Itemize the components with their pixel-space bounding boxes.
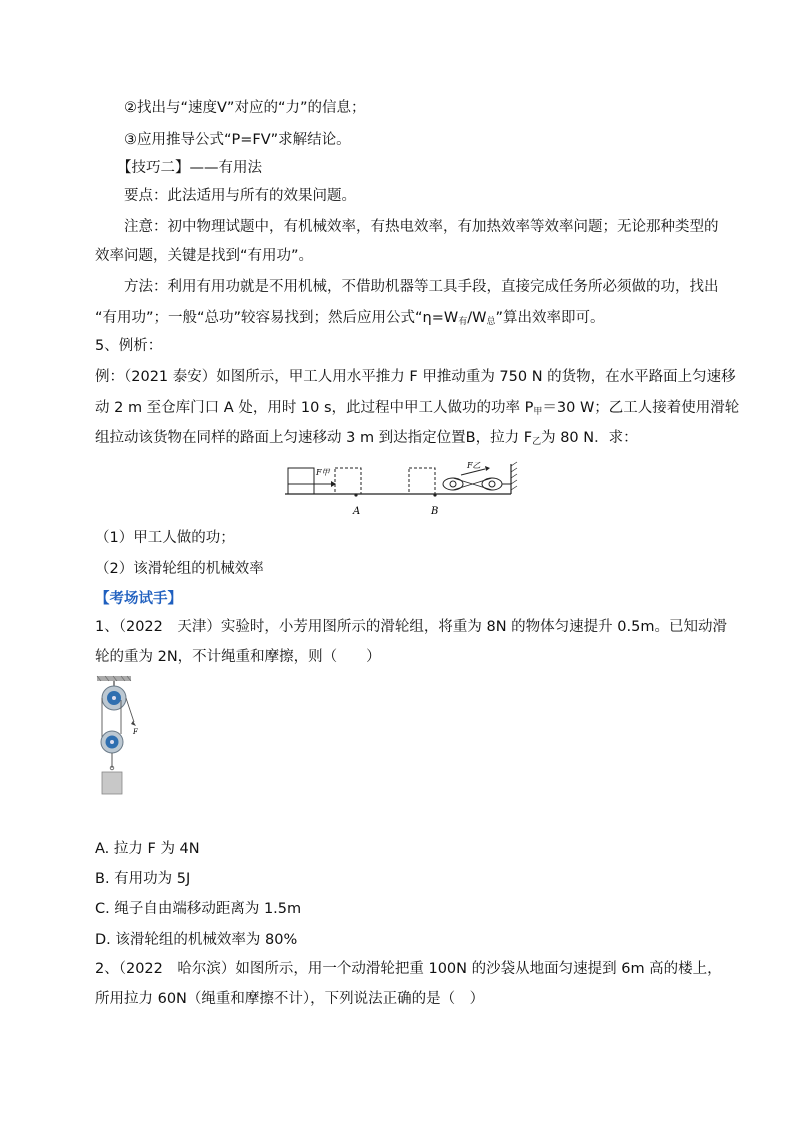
- force-label-f: F: [133, 728, 138, 736]
- section-heading: 【技巧二】——有用法: [117, 160, 262, 176]
- option-a: A. 拉力 F 为 4N: [95, 841, 200, 857]
- force-label-jia: F甲: [316, 468, 330, 477]
- question-2-line1: 2、（2022 哈尔滨）如图所示，用一个动滑轮把重 100N 的沙袋从地面匀速提到 6m 高的楼上，: [95, 961, 722, 977]
- option-b: B. 有用功为 5J: [95, 871, 191, 887]
- text-line: 要点：此法适用与所有的效果问题。: [124, 188, 356, 204]
- box-dashed-a: [335, 468, 361, 494]
- text-line: ③应用推导公式“P=FV”求解结论。: [124, 132, 351, 148]
- text-line: 方法：利用有用功就是不用机械，不借助机器等工具手段，直接完成任务所必须做的功，找出: [124, 279, 719, 295]
- option-d: D. 该滑轮组的机械效率为 80%: [95, 932, 298, 948]
- question-2-line2: 所用拉力 60N（绳重和摩擦不计），下列说法正确的是（ ）: [95, 991, 485, 1007]
- weight-block: [102, 772, 122, 794]
- text-line: 例：（2021 泰安）如图所示，甲工人用水平推力 F 甲推动重为 750 N 的货物，在水平路面上匀速移: [95, 369, 736, 385]
- text-line: 效率问题，关键是找到“有用功”。: [95, 248, 314, 264]
- text-line: 注意：初中物理试题中，有机械效率，有热电效率，有加热效率等效率问题；无论那种类型的: [124, 219, 719, 235]
- text-line: （1）甲工人做的功；: [95, 530, 235, 546]
- question-1-line2: 轮的重为 2N，不计绳重和摩擦，则（ ）: [95, 649, 381, 665]
- point-b-label: B: [431, 506, 439, 517]
- text-line: “有用功”；一般“总功”较容易找到；然后应用公式“$\eta=W_有/W_总$”算出效率即可。: [95, 310, 605, 327]
- force-label-yi: F乙: [467, 461, 481, 470]
- point-a-label: A: [353, 506, 361, 517]
- text-line: 5、例析：: [95, 338, 163, 354]
- text-line: （2）该滑轮组的机械效率: [95, 561, 264, 577]
- box-dashed-b: [409, 468, 435, 494]
- example-figure: [283, 460, 523, 518]
- question-1-line1: 1、（2022 天津）实验时，小芳用图所示的滑轮组，将重为 8N 的物体匀速提升 0.5m。已知动滑: [95, 619, 727, 635]
- text-line: ②找出与“速度V”对应的“力”的信息；: [124, 100, 366, 116]
- text-line: 动 2 m 至仓库门口 A 处，用时 10 s，此过程中甲工人做功的功率 $P_甲=30$ W；乙工人接着使用滑轮: [95, 400, 740, 417]
- text-line: 组拉动该货物在同样的路面上匀速移动 3 m 到达指定位置B，拉力 $F_乙$为 80 N．求：: [95, 430, 638, 447]
- box-start: [288, 468, 314, 494]
- pulley-figure: [93, 674, 141, 802]
- option-c: C. 绳子自由端移动距离为 1.5m: [95, 901, 302, 917]
- section-heading-practice: 【考场试手】: [95, 591, 182, 607]
